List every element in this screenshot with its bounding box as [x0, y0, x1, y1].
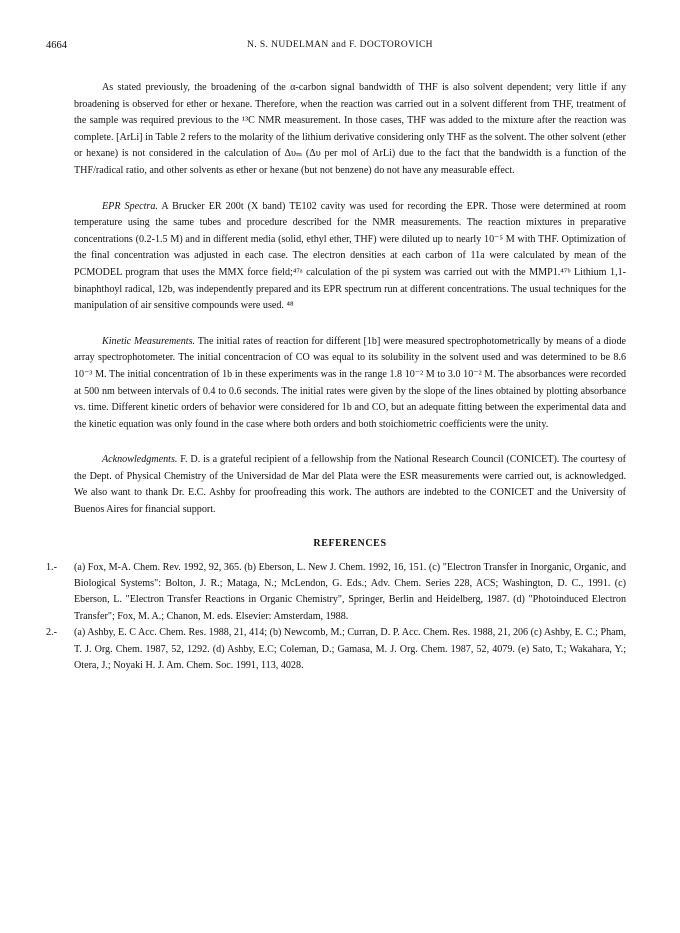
reference-item — [46, 560, 626, 626]
section-lead-acknowledgments: Acknowledgments. — [102, 454, 178, 466]
section-lead-kinetic: Kinetic Measurements. — [102, 335, 196, 347]
page-number: 4664 — [46, 40, 67, 51]
paragraph-thf-broadening — [74, 80, 626, 180]
paragraph-text: A Brucker ER 200t (X band) TE102 cavity was used for recording the EPR. Those were determined at room temperature using the same tubes and procedure described for the NMR measurements. The reaction mixtures in preparative concentrations (0.2-1.5 M) and in different media (solid, ethyl ether, THF) were diluted up to nearly 10⁻⁵ M with THF. Optimization of the final concentration was adjusted in each case. The electron densities at each carbon of 11a were calculated by mean of the PCMODEL program that uses the MMX force field;⁴⁷ᵃ calculation of the pi system was carried out with the MMP1.⁴⁷ᵇ Lithium 1,1-binaphthoyl radical, 12b, was independently prepared and its EPR spectrum run at different concentrations. The usual techniques for the manipulation of air sensitive compounds were used. ⁴⁸ — [74, 200, 626, 312]
paragraph-text: The initial rates of reaction for different [1b] were measured spectrophotometrically by means of a diode array spectrophotometer. The initial concentracion of CO was equal to its solubility in the solvent used and was determined to be 8.6 10⁻³ M. The initial concentration of 1b in these experiments was in the range 1.8 10⁻² M to 3.0 10⁻² M. The absorbances were recorded at 500 nm between intervals of 0.4 to 0.6 seconds. The initial rates were given by the slope of the lines obtained by plotting absorbance vs. time. Different kinetic orders of behavior were considered for 1b and CO, but an adequate fitting between the experimental data and the kinetic equation was only found in the case where both orders and both stoichiometric coefficients were the unity. — [74, 335, 626, 430]
references-heading: REFERENCES — [313, 537, 387, 549]
reference-number: 2.- — [46, 627, 57, 639]
running-head: N. S. NUDELMAN and F. DOCTOROVICH — [247, 40, 433, 50]
reference-item — [46, 625, 626, 674]
paragraph-kinetic-measurements — [74, 334, 626, 434]
body-text — [46, 80, 626, 675]
reference-text: (a) Ashby, E. C Acc. Chem. Res. 1988, 21, 414; (b) Newcomb, M.; Curran, D. P. Acc. Chem. Res. 1988, 21, 206 (c) Ashby, E. C.; Pham, T. J. Org. Chem. 1987, 52, 1292. (d) Ashby, E.C; Coleman, D.; Gamasa, M. J. Org. Chem. 1987, 52, 4079. (e) Sato, T.; Wakahara, Y.; Otera, J.; Noyaki H. J. Am. Chem. Soc. 1991, 113, 4028. — [74, 627, 626, 672]
reference-number: 1.- — [46, 561, 57, 573]
reference-text: (a) Fox, M-A. Chem. Rev. 1992, 92, 365. (b) Eberson, L. New J. Chem. 1992, 16, 151. (c) "Electron Transfer in Inorganic, Organic, and Biological Systems": Bolton, J. R.; Mataga, N.; McLendon, G. Eds.; Adv. Chem. Series 228, ACS; Washington, D. C., 1991. (c) Eberson, L. "Electron Transfer Reactions in Organic Chemistry", Springer, Berlin and Heidelberg, 1987. (d) "Photoinduced Electron Transfer"; Fox, M. A.; Chanon, M. eds. Elsevier: Amsterdam, 1988. — [74, 561, 626, 622]
section-lead-epr: EPR Spectra. — [102, 200, 158, 212]
paragraph-acknowledgments — [74, 452, 626, 518]
paragraph-text: As stated previously, the broadening of the α-carbon signal bandwidth of THF is also solvent dependent; very little if any broadening is observed for ether or hexane. Therefore, when the reaction was carried out in a solvent different from THF, treatment of the sample was required previous to the ¹³C NMR measurement. In those cases, THF was added to the mixture after the reaction was complete. [ArLi] in Table 2 refers to the molarity of the lithium derivative considering only THF as the solvent. The other solvent (ether or hexane) is not considered in the calculation of Δυₘ (Δυ per mol of ArLi) due to the fact that the bandwidth is a function of the THF/radical ratio, and other solvents as ether or hexane (but not benzene) do not have any measurable effect. — [74, 82, 626, 176]
paragraph-text: F. D. is a grateful recipient of a fellowship from the National Research Council (CONICET). The courtesy of the Dept. of Physical Chemistry of the Universidad de Mar del Plata were the ESR measurements were carried out, is acknowledged. We also want to thank Dr. E.C. Ashby for proofreading this work. The authors are indebted to the CONICET and the University of Buenos Aires for financial support. — [74, 454, 626, 516]
paragraph-epr-spectra — [74, 199, 626, 315]
